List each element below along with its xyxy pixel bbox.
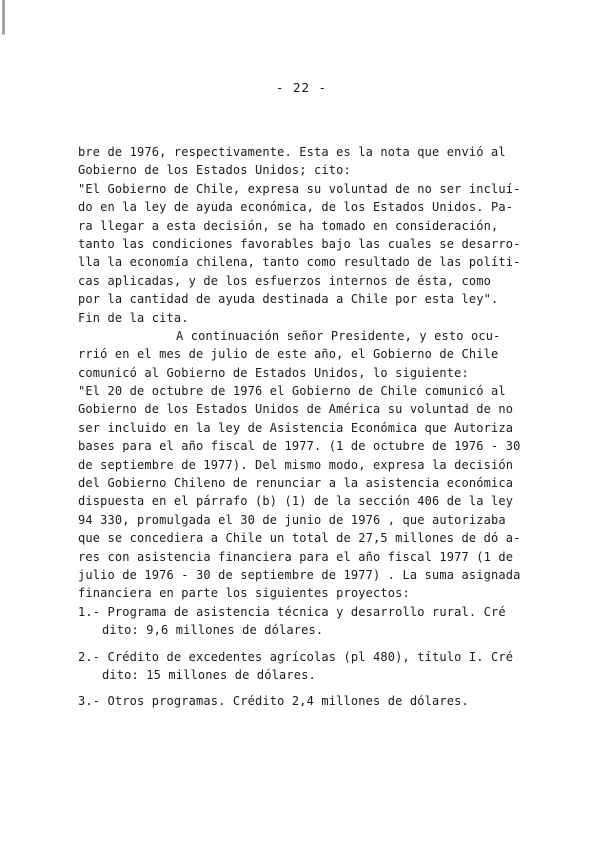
text-line: julio de 1976 - 30 de septiembre de 1977) . La suma asignada: [78, 567, 521, 582]
text-line: res con asistencia financiera para el año fiscal 1977 (1 de: [78, 549, 514, 564]
text-line: "El Gobierno de Chile, expresa su voluntad de no ser incluí-: [78, 181, 521, 196]
list-item-number: 1.-: [78, 604, 101, 619]
text-line: ser incluido en la ley de Asistencia Económica que Autoriza: [78, 420, 514, 435]
text-line: del Gobierno Chileno de renunciar a la asistencia económica: [78, 476, 514, 491]
text-line: comunicó al Gobierno de Estados Unidos, lo siguiente:: [78, 365, 469, 380]
text-line: rrió en el mes de julio de este año, el Gobierno de Chile: [78, 347, 499, 362]
text-line: do en la ley de ayuda económica, de los Estados Unidos. Pa-: [78, 200, 514, 215]
text-line: "El 20 de octubre de 1976 el Gobierno de Chile comunicó al: [78, 384, 506, 399]
project-list: [78, 603, 528, 711]
list-item-first-line: [78, 692, 528, 710]
list-item: [78, 648, 528, 685]
text-line: por la cantidad de ayuda destinada a Chile por esta ley".: [78, 292, 499, 307]
body-text: [78, 143, 528, 711]
list-item-first-line: [78, 648, 528, 666]
text-line: A continuación señor Presidente, y esto ocu-: [176, 328, 501, 343]
list-item-number: 2.-: [78, 649, 101, 664]
list-item-text: Programa de asistencia técnica y desarrollo rural. Cré: [107, 604, 506, 619]
list-item-number: 3.-: [78, 694, 101, 709]
text-line: Fin de la cita.: [78, 310, 189, 325]
text-line: dispuesta en el párrafo (b) (1) de la sección 406 de la ley: [78, 494, 514, 509]
page-number: - 22 -: [275, 80, 328, 95]
text-line: 94 330, promulgada el 30 de junio de 1976 , que autorizaba: [78, 512, 506, 527]
text-line: que se concediera a Chile un total de 27,5 millones de dó a-: [78, 531, 521, 546]
text-line: Gobierno de los Estados Unidos de América su voluntad de no: [78, 402, 514, 417]
text-line: ra llegar a esta decisión, se ha tomado en consideración,: [78, 218, 499, 233]
text-line: Gobierno de los Estados Unidos; cito:: [78, 163, 351, 178]
text-line: tanto las condiciones favorables bajo las cuales se desarro-: [78, 236, 521, 251]
text-line: cas aplicadas, y de los esfuerzos internos de ésta, como: [78, 273, 491, 288]
text-line: financiera en parte los siguientes proyectos:: [78, 586, 410, 601]
text-line: bre de 1976, respectivamente. Esta es la nota que envió al: [78, 145, 506, 159]
text-line: bases para el año fiscal de 1977. (1 de octubre de 1976 - 30: [78, 439, 521, 454]
scan-edge-mark: [2, 0, 5, 859]
list-item: [78, 692, 528, 710]
list-item-text: Crédito de excedentes agrícolas (pl 480), título I. Cré: [107, 649, 514, 664]
list-item-text: Otros programas. Crédito 2,4 millones de dólares.: [107, 694, 469, 709]
list-item: [78, 603, 528, 640]
text-line: de septiembre de 1977). Del mismo modo, expresa la decisión: [78, 457, 514, 472]
list-item-continuation: dito: 15 millones de dólares.: [102, 667, 316, 682]
list-item-first-line: [78, 603, 528, 621]
list-item-continuation: dito: 9,6 millones de dólares.: [102, 623, 324, 638]
text-line: lla la economía chilena, tanto como resultado de las políti-: [78, 255, 521, 270]
